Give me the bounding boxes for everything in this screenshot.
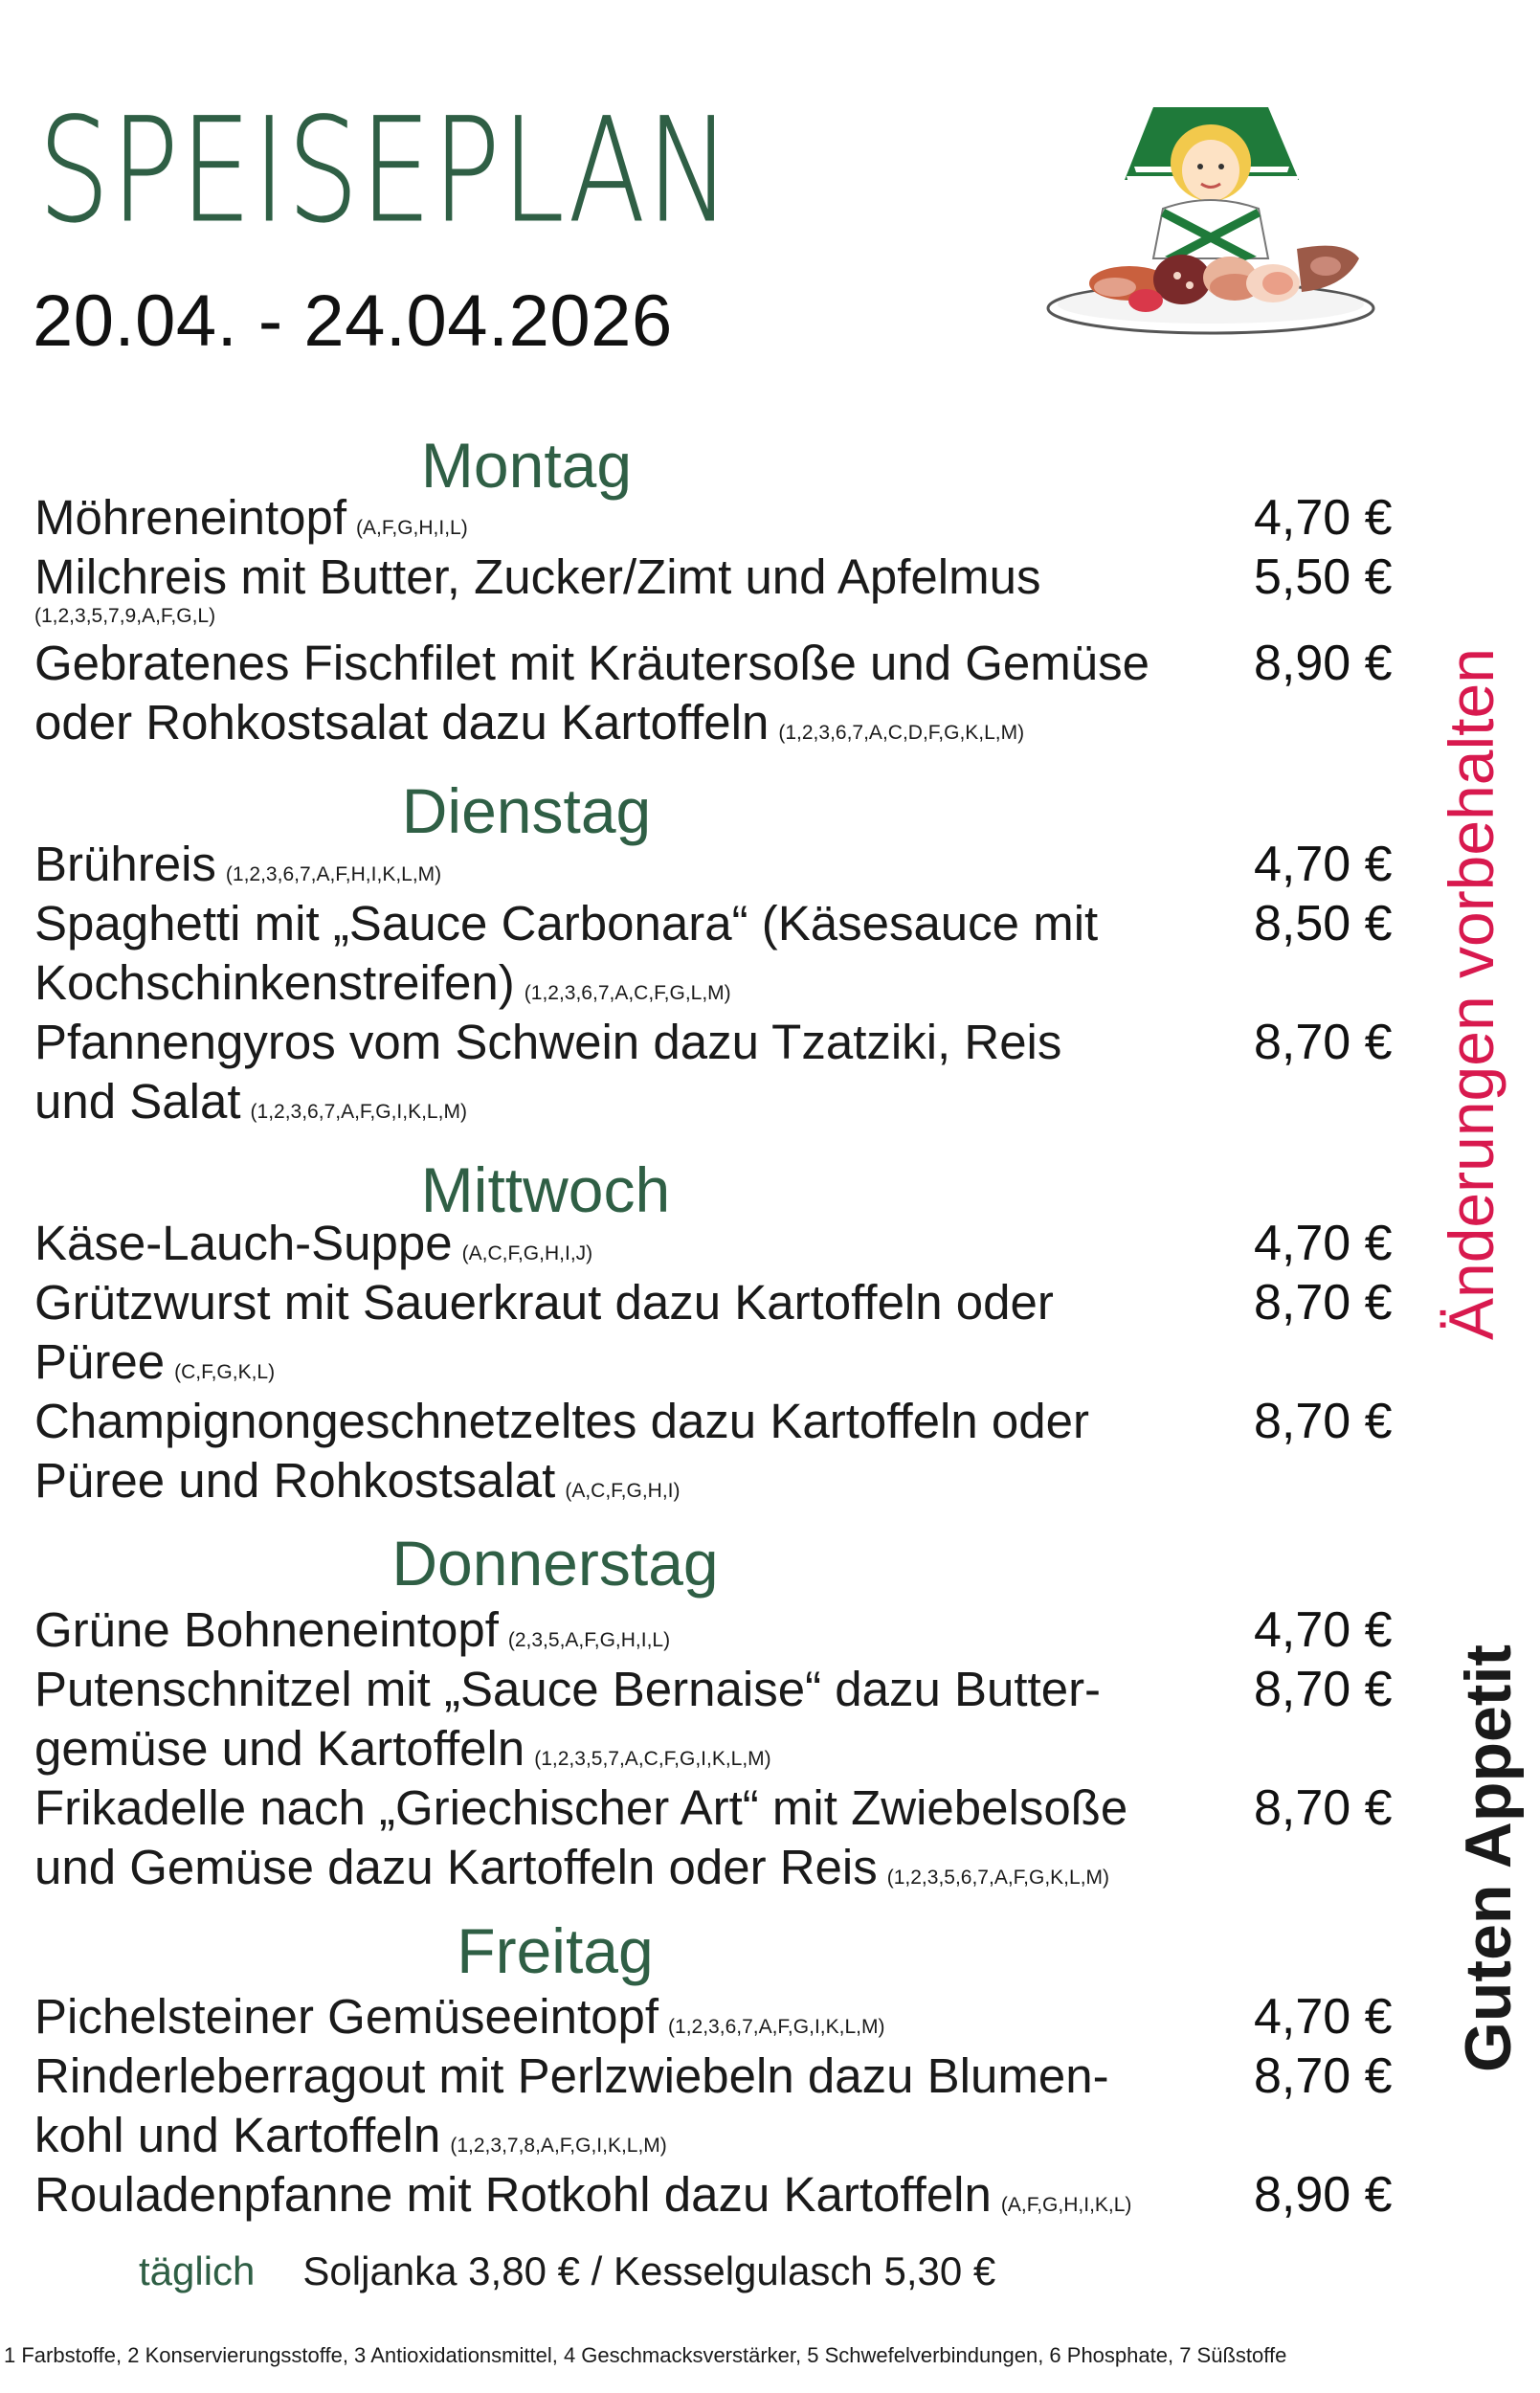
item-allergens: (1,2,3,6,7,A,F,H,I,K,L,M) (225, 863, 442, 885)
item-name-line: gemüse und Kartoffeln (34, 1721, 525, 1776)
day-heading-montag: Montag (420, 430, 633, 501)
changes-reserved-note: Änderungen vorbehalten (1436, 648, 1507, 1340)
item-name-line: Kochschinkenstreifen) (34, 955, 515, 1010)
item-price: 8,70 € (1254, 1394, 1393, 1449)
day-heading-mittwoch: Mittwoch (420, 1154, 671, 1225)
menu-item (34, 2165, 1279, 2235)
menu-item (34, 894, 1279, 1023)
item-allergens: (C,F,G,K,L) (174, 1361, 276, 1383)
daily-offer-label: täglich (139, 2248, 256, 2293)
item-name-line: kohl und Kartoffeln (34, 2108, 441, 2162)
item-name-line: Putenschnitzel mit „Sauce Bernaise“ dazu Butter- (34, 1662, 1102, 1716)
enjoy-your-meal-note: Guten Appetit (1452, 1644, 1525, 2072)
day-heading-donnerstag: Donnerstag (391, 1528, 719, 1599)
page-title (34, 38, 743, 258)
item-price: 8,90 € (1254, 2167, 1393, 2223)
item-name: Brühreis (34, 837, 216, 891)
item-allergens: (1,2,3,5,7,9,A,F,G,L) (34, 605, 216, 627)
daily-offer (139, 2245, 995, 2298)
menu-item (34, 548, 1279, 630)
menu-item (34, 1273, 1279, 1402)
item-name-line: Pfannengyros vom Schwein dazu Tzatziki, Reis (34, 1015, 1062, 1069)
item-name-line: Spaghetti mit „Sauce Carbonara“ (Käsesauce mit (34, 896, 1099, 950)
item-price: 4,70 € (1254, 1216, 1393, 1271)
item-allergens: (A,C,F,G,H,I,J) (461, 1242, 593, 1264)
item-price: 8,70 € (1254, 2048, 1393, 2104)
additives-footnote: 1 Farbstoffe, 2 Konservierungsstoffe, 3 Antioxidationsmittel, 4 Geschmacksverstärker, 5 Schwefelverbindungen, 6 Phosphate, 7 Süßstoffe (4, 2343, 1287, 2367)
item-name-line: Rinderleberragout mit Perlzwiebeln dazu Blumen- (34, 2048, 1109, 2103)
item-allergens: (A,C,F,G,H,I) (565, 1480, 681, 1502)
item-name-line: und Salat (34, 1074, 241, 1129)
daily-offer-text: Soljanka 3,80 € / Kesselgulasch 5,30 € (302, 2248, 996, 2293)
item-allergens: (1,2,3,5,7,A,C,F,G,I,K,L,M) (534, 1748, 771, 1770)
day-heading-freitag: Freitag (457, 1915, 654, 1986)
item-price: 8,70 € (1254, 1662, 1393, 1717)
item-name-line: Gebratenes Fischfilet mit Kräutersoße und Gemüse (34, 636, 1150, 690)
date-range: 20.04. - 24.04.2026 (33, 280, 673, 362)
menu-item (34, 1392, 1279, 1521)
item-name-line: Frikadelle nach „Griechischer Art“ mit Zwiebelsoße (34, 1780, 1128, 1835)
item-allergens: (2,3,5,A,F,G,H,I,L) (507, 1629, 671, 1651)
item-allergens: (1,2,3,7,8,A,F,G,I,K,L,M) (450, 2135, 667, 2157)
item-name-line: Püree und Rohkostsalat (34, 1453, 556, 1508)
item-price: 8,90 € (1254, 636, 1393, 691)
butcher-girl-meat-platter-icon (1038, 96, 1383, 335)
item-name: Möhreneintopf (34, 490, 347, 545)
item-name-line: Champignongeschnetzeltes dazu Kartoffeln oder (34, 1394, 1089, 1448)
menu-item (34, 1778, 1279, 1908)
item-name-line: und Gemüse dazu Kartoffeln oder Reis (34, 1840, 878, 1894)
item-name: Käse-Lauch-Suppe (34, 1216, 453, 1270)
page-title-text: SPEISEPLAN (38, 88, 732, 255)
item-allergens: (A,F,G,H,I,K,L) (1000, 2194, 1132, 2216)
menu-item (34, 1660, 1279, 1789)
item-price: 4,70 € (1254, 837, 1393, 892)
item-price: 8,70 € (1254, 1015, 1393, 1070)
item-name-line: Püree (34, 1334, 166, 1389)
menu-item (34, 634, 1279, 763)
item-name: Rouladenpfanne mit Rotkohl dazu Kartoffeln (34, 2167, 992, 2222)
item-name-line: Grützwurst mit Sauerkraut dazu Kartoffeln oder (34, 1275, 1054, 1330)
day-heading-dienstag: Dienstag (401, 775, 652, 846)
item-price: 4,70 € (1254, 490, 1393, 546)
menu-item (34, 2046, 1279, 2176)
item-price: 8,70 € (1254, 1780, 1393, 1836)
item-allergens: (1,2,3,6,7,A,C,D,F,G,K,L,M) (778, 722, 1025, 744)
item-price: 8,50 € (1254, 896, 1393, 951)
item-allergens: (A,F,G,H,I,L) (356, 517, 468, 539)
item-allergens: (1,2,3,6,7,A,C,F,G,L,M) (524, 982, 731, 1004)
item-price: 5,50 € (1254, 549, 1393, 605)
item-allergens: (1,2,3,6,7,A,F,G,I,K,L,M) (668, 2016, 885, 2038)
item-price: 4,70 € (1254, 1989, 1393, 2045)
item-allergens: (1,2,3,6,7,A,F,G,I,K,L,M) (250, 1101, 467, 1123)
item-name: Milchreis mit Butter, Zucker/Zimt und Apfelmus (34, 549, 1041, 604)
menu-item (34, 1013, 1279, 1142)
item-price: 8,70 € (1254, 1275, 1393, 1331)
item-name-line: oder Rohkostsalat dazu Kartoffeln (34, 695, 770, 749)
item-price: 4,70 € (1254, 1602, 1393, 1658)
item-name: Grüne Bohneneintopf (34, 1602, 499, 1657)
item-allergens: (1,2,3,5,6,7,A,F,G,K,L,M) (886, 1867, 1110, 1889)
item-name: Pichelsteiner Gemüseeintopf (34, 1989, 659, 2044)
